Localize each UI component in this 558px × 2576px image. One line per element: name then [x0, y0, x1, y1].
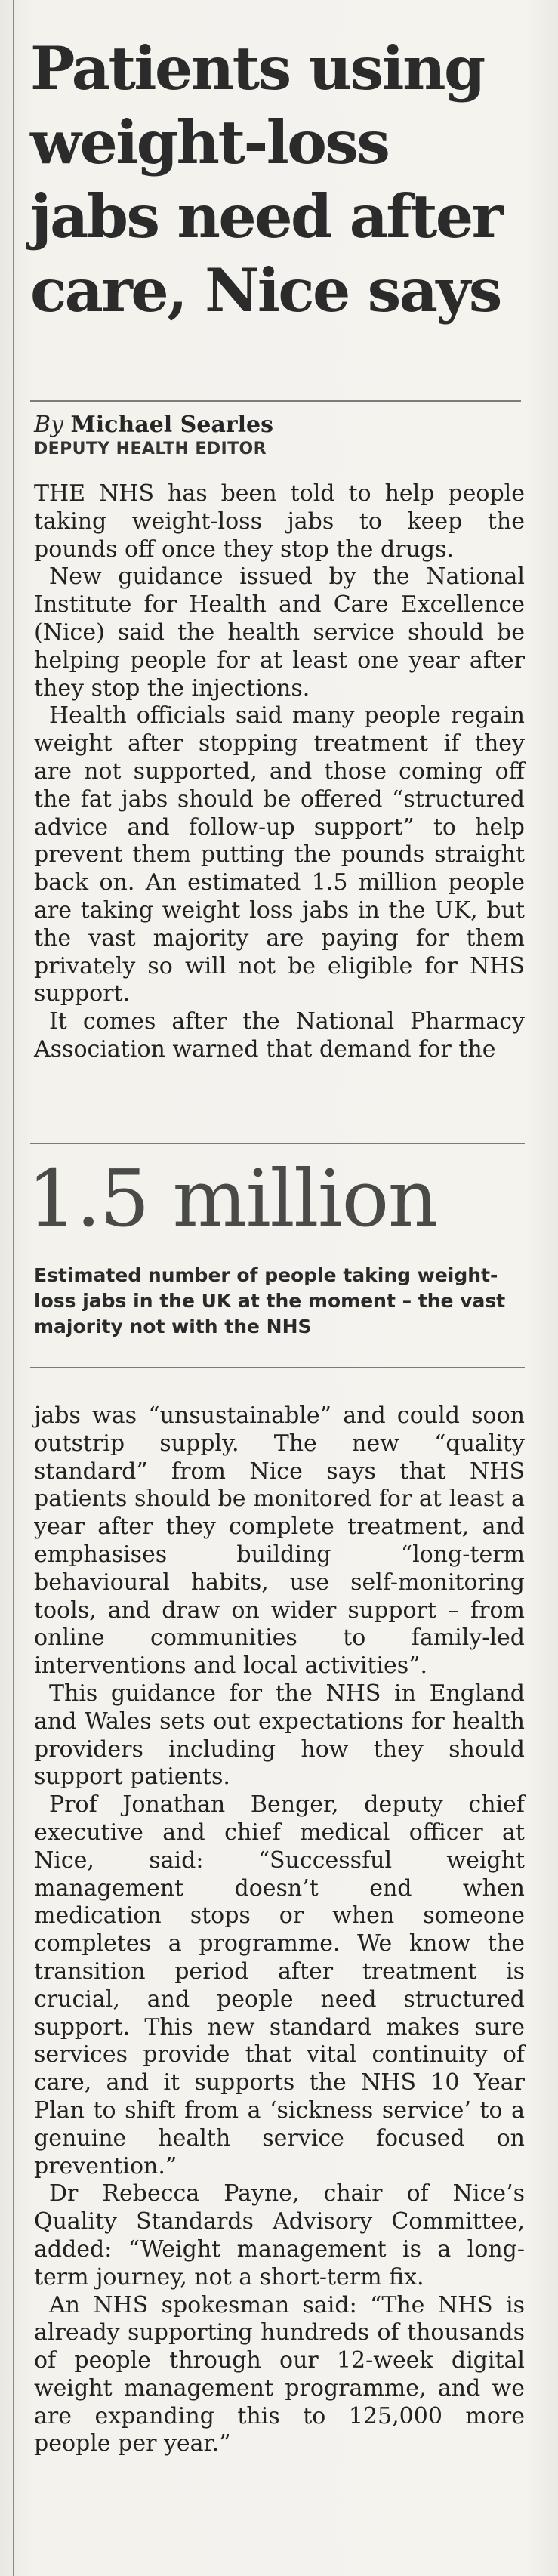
- headline-line: care, Nice says: [30, 255, 501, 325]
- paragraph: New guidance issued by the National Institute for Health and Care Excellence (Nice) said the health service should be helping people for at least one year after they stop the injections.: [34, 563, 525, 702]
- author-role: DEPUTY HEALTH EDITOR: [34, 440, 267, 458]
- byline-prefix: By: [34, 412, 63, 438]
- paragraph: jabs was “unsustainable” and could soon outstrip supply. The new “quality standard” from Nice says that NHS patients should be monitored for at least a year after they complete treatment, and emphasises building “long-term behavioural habits, use self-monitoring tools, and draw on wider support – from online communities to family-led interventions and local activities”.: [34, 1402, 525, 1680]
- headline: [30, 32, 529, 328]
- headline-line: weight-loss: [30, 107, 389, 177]
- pull-quote-bottom-rule: [30, 1367, 525, 1368]
- paragraph: This guidance for the NHS in England and Wales sets out expectations for health providers including how they should support patients.: [34, 1680, 525, 1791]
- paragraph: Prof Jonathan Benger, deputy chief executive and chief medical officer at Nice, said: “Successful weight management doesn’t end when medication stops or when someone completes a programme. We know the transition period after treatment is crucial, and people need structured support. This new standard makes sure services provide that vital continuity of care, and it supports the NHS 10 Year Plan to shift from a ‘sickness service’ to a genuine health service focused on prevention.”: [34, 1791, 525, 2180]
- article-body-bottom: [34, 1402, 525, 2458]
- paragraph: An NHS spokesman said: “The NHS is already supporting hundreds of thousands of people through our 12-week digital weight management programme, and we are expanding this to 125,000 more people per year.”: [34, 2291, 525, 2457]
- author-name: Michael Searles: [70, 412, 273, 438]
- column-rule: [13, 0, 14, 2576]
- paragraph: It comes after the National Pharmacy Association warned that demand for the: [34, 1008, 525, 1063]
- pull-quote-caption: Estimated number of people taking weight-loss jabs in the UK at the moment – the vast majority not with the NHS: [34, 1264, 506, 1337]
- byline: [34, 412, 273, 439]
- pull-quote-figure: 1.5 million: [27, 1152, 438, 1245]
- article-body-top: [34, 480, 525, 1064]
- paragraph: THE NHS has been told to help people taking weight-loss jabs to keep the pounds off once they stop the drugs.: [34, 480, 525, 563]
- headline-divider: [30, 400, 521, 402]
- paragraph: Health officials said many people regain weight after stopping treatment if they are not supported, and those coming off the fat jabs should be offered “structured advice and follow-up support” to help prevent them putting the pounds straight back on. An estimated 1.5 million people are taking weight loss jabs in the UK, but the vast majority are paying for them privately so will not be eligible for NHS support.: [34, 702, 525, 1007]
- headline-line: Patients using: [30, 33, 484, 103]
- headline-line: jabs need after: [30, 181, 501, 251]
- paragraph: Dr Rebecca Payne, chair of Nice’s Quality Standards Advisory Committee, added: “Weight management is a long-term journey, not a short-term fix.: [34, 2180, 525, 2291]
- pull-quote-top-rule: [30, 1143, 525, 1144]
